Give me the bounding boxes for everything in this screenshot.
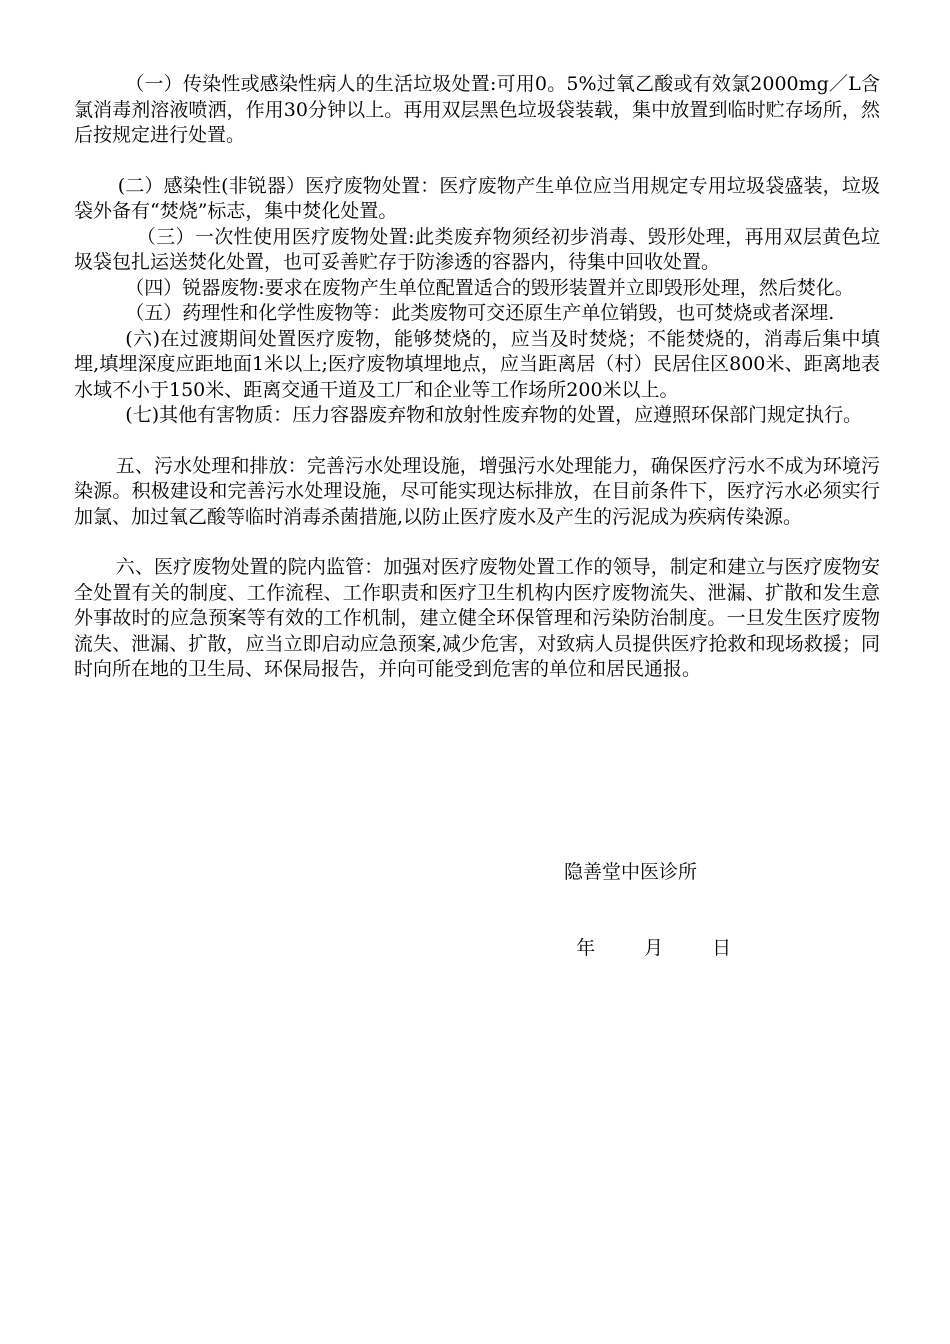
date-month: 月	[644, 937, 664, 959]
signature-date	[564, 906, 731, 962]
date-day: 日	[712, 937, 732, 959]
paragraph-gap	[74, 149, 880, 174]
paragraph-4: （四）锐器废物:要求在废物产生单位配置适合的毁形装置并立即毁形处理，然后焚化。	[125, 276, 854, 299]
paragraph-8: 五、污水处理和排放：完善污水处理设施，增强污水处理能力，确保医疗污水不成为环境污染源。积极建设和完善污水处理设施，尽可能实现达标排放，在目前条件下，医疗污水必须实行加氯、加过氧乙酸等临时消毒杀菌措施,以防止医疗废水及产生的污泥成为疾病传染源。	[74, 454, 880, 528]
paragraph-3: （三）一次性使用医疗废物处置:此类废弃物须经初步消毒、毁形处理，再用双层黄色垃圾袋包扎运送焚化处置，也可妥善贮存于防渗透的容器内，待集中回收处置。	[74, 225, 880, 273]
paragraph-7: (七)其他有害物质：压力容器废弃物和放射性废弃物的处置，应遵照环保部门规定执行。	[125, 404, 863, 426]
paragraph-1: （一）传染性或感染性病人的生活垃圾处置:可用0。5%过氧乙酸或有效氯2000mg／L含氯消毒剂溶液喷洒，作用30分钟以上。再用双层黑色垃圾袋装载，集中放置到临时贮存场所，然后按规定进行处置。	[74, 73, 880, 146]
paragraph-9: 六、医疗废物处置的院内监管：加强对医疗废物处置工作的领导，制定和建立与医疗废物安全处置有关的制度、工作流程、工作职责和医疗卫生机构内医疗废物流失、泄漏、扩散和发生意外事故时的应急预案等有效的工作机制，建立健全环保管理和污染防治制度。一旦发生医疗废物流失、泄漏、扩散，应当立即启动应急预案,减少危害，对致病人员提供医疗抢救和现场救援；同时向所在地的卫生局、环保局报告，并向可能受到危害的单位和居民通报。	[74, 556, 880, 680]
paragraph-5: （五）药理性和化学性废物等：此类废物可交还原生产单位销毁，也可焚烧或者深埋.	[125, 302, 835, 324]
paragraph-gap	[74, 429, 880, 454]
date-year: 年	[576, 937, 596, 959]
document-body	[74, 72, 880, 683]
paragraph-2: (二）感染性(非锐器）医疗废物处置：医疗废物产生单位应当用规定专用垃圾袋盛装，垃圾袋外备有“焚烧”标志，集中焚化处置。	[74, 174, 880, 222]
signature-organization: 隐善堂中医诊所	[564, 861, 698, 883]
paragraph-6: (六)在过渡期间处置医疗废物，能够焚烧的，应当及时焚烧；不能焚烧的，消毒后集中填埋,填埋深度应距地面1米以上;医疗废物填埋地点，应当距离居（村）民居住区800米、距离地表水域不小于150米、距离交通干道及工厂和企业等工作场所200米以上。	[74, 327, 880, 401]
paragraph-gap	[74, 530, 880, 555]
